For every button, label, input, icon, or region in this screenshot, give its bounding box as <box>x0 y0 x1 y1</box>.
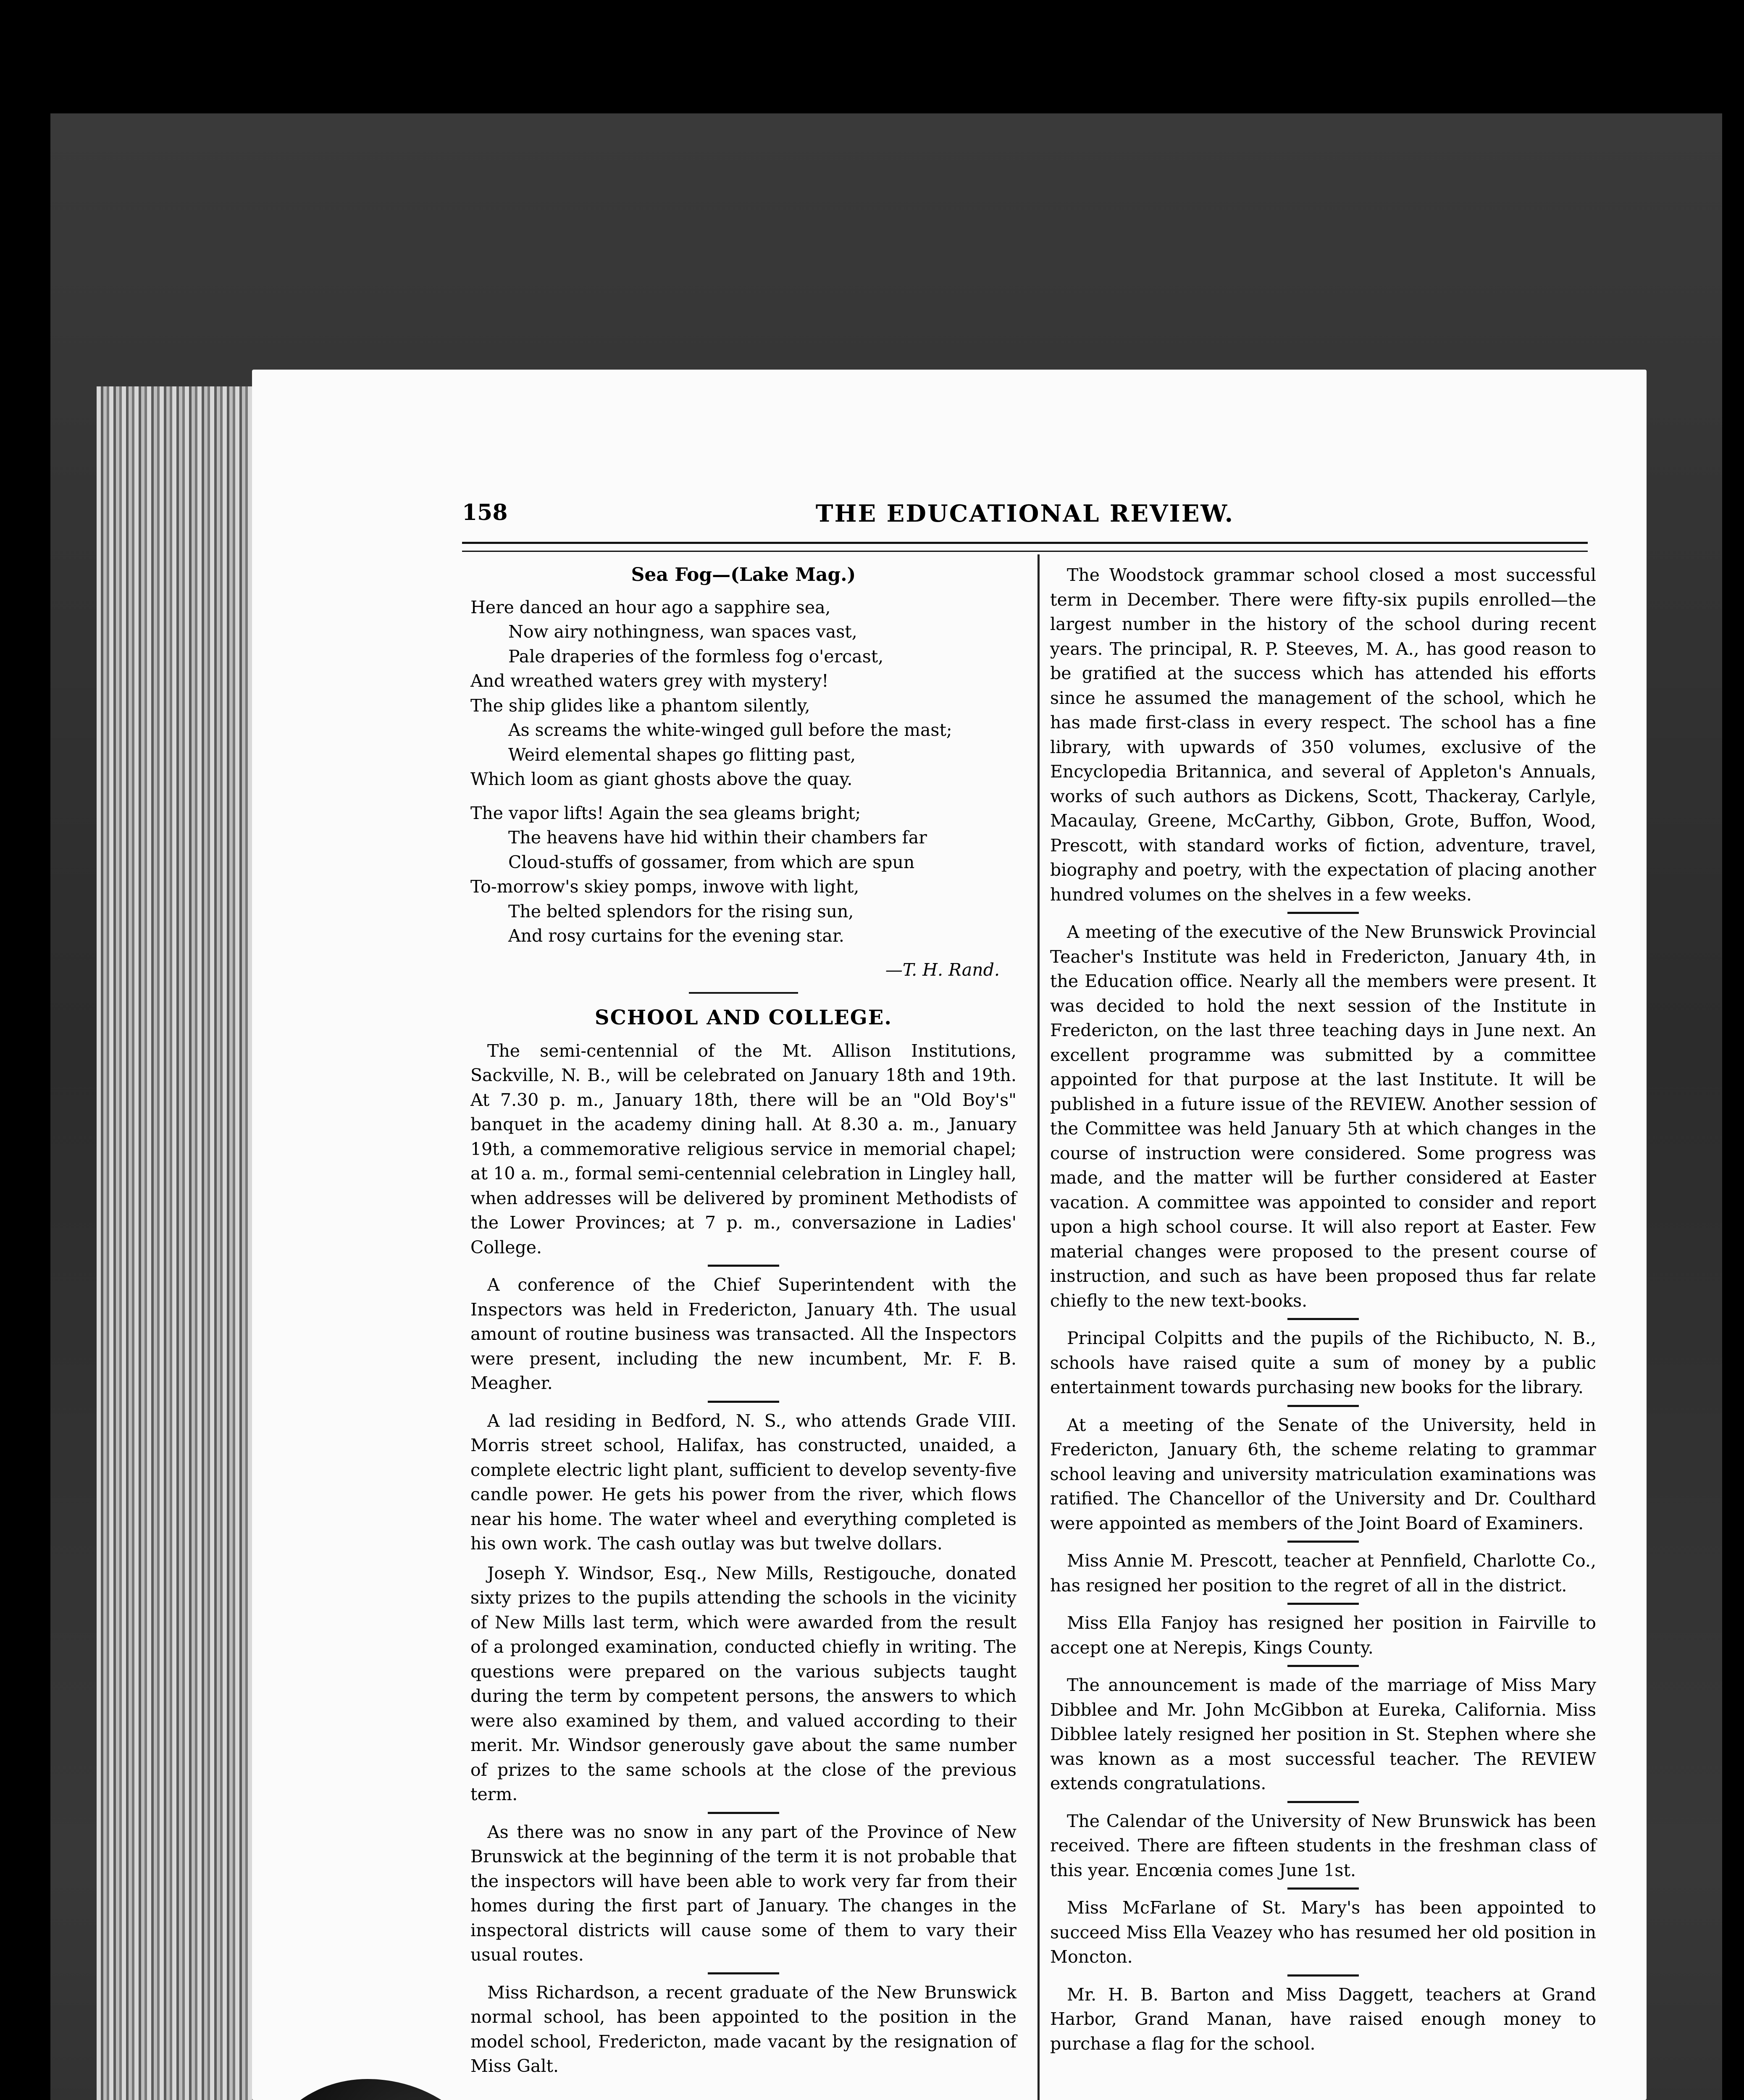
item-separator <box>1287 1801 1359 1803</box>
left-column <box>470 563 1016 2084</box>
poem-line: Weird elemental shapes go flitting past, <box>508 744 856 765</box>
header-rule <box>462 542 1588 552</box>
column-divider <box>1037 554 1040 2100</box>
poem-line: To-morrow's skiey pomps, inwove with light, <box>470 877 859 897</box>
news-item: Miss McFarlane of St. Mary's has been appointed to succeed Miss Ella Veazey who has resumed her old position in Moncton. <box>1050 1898 1596 1967</box>
news-item: The semi-centennial of the Mt. Allison Institutions, Sackville, N. B., will be celebrated on January 18th and 19th. At 7.30 p. m., January 18th, there will be an "Old Boy's" banquet in the academy dining hall. At 8.30 a. m., January 19th, a commemorative religious service in memorial chapel; at 10 a. m., formal semi-centennial celebration in Lingley hall, when addresses will be delivered by prominent Methodists of the Lower Provinces; at 7 p. m., conversazione in Ladies' College. <box>470 1040 1016 1257</box>
poem-line: The ship glides like a phantom silently, <box>470 695 810 716</box>
book-page-edges <box>97 386 260 2100</box>
poem-line: As screams the white-winged gull before the mast; <box>508 720 952 740</box>
section-separator <box>689 992 798 994</box>
poem-line: Now airy nothingness, wan spaces vast, <box>508 622 857 642</box>
news-item: Miss Annie M. Prescott, teacher at Pennfield, Charlotte Co., has resigned her position to the regret of all in the district. <box>1050 1551 1596 1596</box>
page-number: 158 <box>462 500 508 525</box>
news-item: A conference of the Chief Superintendent with the Inspectors was held in Fredericton, January 4th. The usual amount of routine business was transacted. All the Inspectors were present, including the new incumbent, Mr. F. B. Meagher. <box>470 1275 1016 1393</box>
poem-line: Cloud-stuffs of gossamer, from which are spun <box>508 852 915 872</box>
news-item: Miss Richardson, a recent graduate of the New Brunswick normal school, has been appointed to the position in the model school, Fredericton, made vacant by the resignation of Miss Galt. <box>470 1982 1016 2076</box>
poem-line: And wreathed waters grey with mystery! <box>470 671 829 691</box>
news-item: The Woodstock grammar school closed a most successful term in December. There were fifty-six pupils enrolled—the largest number in the history of the school during recent years. The principal, R. P. Steeves, M. A., has good reason to be gratified at the success which has attended his efforts since he assumed the management of the school, which he has made first-class in every respect. The school has a fine library, with upwards of 350 volumes, exclusive of the Encyclopedia Britannica, and several of Appleton's Annuals, works of such authors as Dickens, Scott, Thackeray, Carlyle, Macaulay, Greene, McCarthy, Gibbon, Grote, Buffon, Wood, Prescott, with standard works of fiction, adventure, travel, biography and poetry, with the expectation of placing another hundred volumes on the shelves in a few weeks. <box>1050 565 1596 905</box>
poem-line: Here danced an hour ago a sapphire sea, <box>470 597 831 617</box>
poem-line: Pale draperies of the formless fog o'ercast, <box>508 646 884 667</box>
item-separator <box>708 1812 779 1814</box>
item-separator <box>1287 1974 1359 1977</box>
item-separator <box>1287 1405 1359 1407</box>
news-item: As there was no snow in any part of the Province of New Brunswick at the beginning of the term it is not probable that the inspectors will have been able to work very far from their homes during the first part of January. The changes in the inspectoral districts will cause some of them to vary their usual routes. <box>470 1822 1016 1965</box>
news-item: The Calendar of the University of New Brunswick has been received. There are fifteen students in the freshman class of this year. Encœnia comes June 1st. <box>1050 1811 1596 1880</box>
poem-title: Sea Fog—(Lake Mag.) <box>631 564 856 585</box>
poem-line: The belted splendors for the rising sun, <box>508 901 854 921</box>
item-separator <box>1287 1603 1359 1605</box>
poem-line: Which loom as giant ghosts above the quay. <box>470 769 853 789</box>
news-item: Joseph Y. Windsor, Esq., New Mills, Restigouche, donated sixty prizes to the pupils attending the schools in the vicinity of New Mills last term, which were awarded from the result of a prolonged examination, conducted chiefly in writing. The questions were prepared on the various subjects taught during the term by competent persons, the answers to which were also examined by them, and valued according to their merit. Mr. Windsor generously gave about the same number of prizes to the same schools at the close of the previous term. <box>470 1563 1016 1804</box>
news-item: A lad residing in Bedford, N. S., who attends Grade VIII. Morris street school, Halifax, has constructed, unaided, a complete electric light plant, sufficient to develop seventy-five candle power. He gets his power from the river, which flows near his home. The water wheel and everything completed is his own work. The cash outlay was but twelve dollars. <box>470 1410 1016 1554</box>
poem-stanza-2 <box>470 801 1016 948</box>
poem-line: And rosy curtains for the evening star. <box>508 926 844 946</box>
item-separator <box>708 1265 779 1267</box>
poem-stanza-1 <box>470 595 1016 792</box>
item-separator <box>708 1972 779 1974</box>
right-column <box>1050 563 1596 2061</box>
news-item: The announcement is made of the marriage of Miss Mary Dibblee and Mr. John McGibbon at Eureka, California. Miss Dibblee lately resigned her position in St. Stephen where she was known as a most successful teacher. The REVIEW extends congratulations. <box>1050 1675 1596 1793</box>
news-item: At a meeting of the Senate of the University, held in Fredericton, January 6th, the scheme relating to grammar school leaving and university matriculation examinations was ratified. The Chancellor of the University and Dr. Coulthard were appointed as members of the Joint Board of Examiners. <box>1050 1415 1596 1533</box>
item-separator <box>708 1401 779 1403</box>
running-title: THE EDUCATIONAL REVIEW. <box>815 500 1234 528</box>
poem <box>470 563 1016 982</box>
item-separator <box>1287 1665 1359 1667</box>
poem-line: The heavens have hid within their chambers far <box>508 827 927 848</box>
item-separator <box>1287 1541 1359 1543</box>
news-item: Miss Ella Fanjoy has resigned her position in Fairville to accept one at Nerepis, Kings County. <box>1050 1613 1596 1658</box>
news-item: Mr. H. B. Barton and Miss Daggett, teachers at Grand Harbor, Grand Manan, have raised enough money to purchase a flag for the school. <box>1050 1984 1596 2054</box>
news-item: Principal Colpitts and the pupils of the Richibucto, N. B., schools have raised quite a sum of money by a public entertainment towards purchasing new books for the library. <box>1050 1328 1596 1397</box>
news-item: A meeting of the executive of the New Brunswick Provincial Teacher's Institute was held in Fredericton, January 4th, in the Education office. Nearly all the members were present. It was decided to hold the next session of the Institute in Fredericton, on the last three teaching days in June next. An excellent programme was submitted by a committee appointed for that purpose at the last Institute. It will be published in a future issue of the REVIEW. Another session of the Committee was held January 5th at which changes in the course of instruction were considered. Some progress was made, and the matter will be further considered at Easter vacation. A committee was appointed to consider and report upon a high school course. It will also report at Easter. Few material changes were proposed to the present course of instruction, and such as have been proposed thus far relate chiefly to the new text-books. <box>1050 922 1596 1311</box>
item-separator <box>1287 1318 1359 1320</box>
poem-line: The vapor lifts! Again the sea gleams bright; <box>470 803 861 823</box>
item-separator <box>1287 1887 1359 1890</box>
page-header <box>462 500 1588 533</box>
poem-attribution: —T. H. Rand. <box>885 959 1000 980</box>
item-separator <box>1287 912 1359 914</box>
section-heading: SCHOOL AND COLLEGE. <box>594 1006 893 1029</box>
